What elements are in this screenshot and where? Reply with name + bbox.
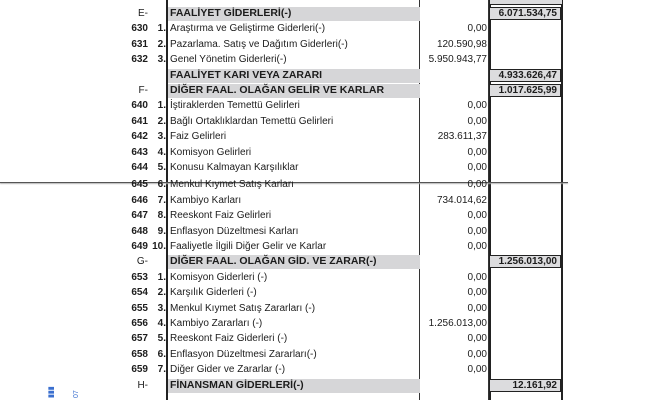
section-row [0, 68, 660, 83]
item-label: Araştırma ve Geliştirme Giderleri(-) [170, 23, 326, 35]
item-label: Komisyon Giderleri (-) [170, 271, 268, 283]
section-title: DİĞER FAAL. OLAĞAN GİD. VE ZARAR(-) [170, 255, 377, 268]
account-code: 647 [131, 210, 148, 222]
item-amount: 0,00 [467, 333, 487, 345]
line-item-row [0, 208, 660, 223]
item-amount: 0,00 [467, 241, 487, 252]
item-amount: 0,00 [467, 271, 487, 283]
item-amount: 734.014,62 [436, 194, 487, 206]
line-item-row [0, 270, 660, 285]
account-code: 655 [131, 302, 148, 314]
item-number: 1. [157, 271, 166, 283]
item-label: Menkul Kıymet Satış Zararları (-) [170, 302, 316, 314]
item-amount: 0,00 [467, 100, 487, 112]
line-item-row [0, 193, 660, 208]
section-row [0, 254, 660, 269]
item-amount: 0,00 [467, 287, 487, 299]
account-code: 659 [131, 364, 148, 376]
section-total: 4.933.626,47 [489, 69, 561, 82]
item-amount: 283.611,37 [437, 131, 487, 143]
item-number: 8. [157, 210, 166, 222]
item-amount: 0,00 [467, 302, 487, 314]
item-number: 3. [157, 302, 166, 314]
item-number: 7. [157, 194, 166, 206]
account-code: 631 [131, 38, 148, 50]
account-code: 642 [131, 131, 148, 143]
item-label: Pazarlama. Satış ve Dağıtım Giderleri(-) [170, 38, 348, 50]
line-item-row [0, 301, 660, 316]
item-amount: 0,00 [467, 162, 487, 173]
item-number: 5. [157, 333, 166, 345]
section-title: DİĞER FAAL. OLAĞAN GELİR VE KARLAR [170, 84, 385, 96]
line-item-row [0, 21, 660, 36]
section-total: 1.256.013,00 [489, 255, 561, 268]
item-number: 4. [157, 318, 166, 329]
line-item-row [0, 145, 660, 160]
item-label: Komisyon Gelirleri [170, 146, 252, 158]
scan-margin-mark: 07 [73, 390, 80, 398]
item-amount: 0,00 [467, 225, 487, 237]
item-number: 2. [157, 115, 166, 127]
item-label: Enflasyon Düzeltmesi Zararları(-) [170, 348, 317, 360]
section-title: FAALİYET KARI VEYA ZARARI [170, 68, 323, 81]
item-amount: 1.256.013,00 [428, 318, 487, 329]
line-item-row [0, 37, 660, 52]
section-letter: F- [138, 85, 148, 96]
item-amount: 0,00 [467, 210, 487, 222]
line-item-row [0, 331, 660, 346]
item-label: Diğer Gider ve Zararlar (-) [170, 364, 286, 376]
account-code: 653 [131, 271, 148, 283]
scan-margin-mark: ▮▮▮ [48, 386, 55, 398]
item-label: Bağlı Ortaklıklardan Temettü Gelirleri [170, 115, 334, 127]
account-code: 649 [131, 241, 148, 252]
item-label: Menkul Kıymet Satış Karları [170, 179, 294, 191]
item-label: Enflasyon Düzeltmesi Karları [170, 225, 299, 237]
line-item-row [0, 316, 660, 331]
section-total: 12.161,92 [489, 379, 561, 392]
section-row [0, 83, 660, 98]
item-number: 2. [157, 38, 166, 50]
item-number: 9. [157, 225, 166, 237]
item-label: İştiraklerden Temettü Gelirleri [170, 100, 300, 112]
account-code: 644 [131, 162, 148, 173]
account-code: 658 [131, 348, 148, 360]
line-item-row [0, 129, 660, 144]
section-title: FİNANSMAN GİDERLERİ(-) [170, 378, 304, 391]
item-amount: 0,00 [467, 179, 487, 191]
line-item-row [0, 224, 660, 239]
account-code: 640 [131, 100, 148, 112]
item-number: 10. [152, 241, 166, 252]
item-amount: 5.950.943,77 [428, 54, 487, 66]
section-letter: E- [138, 8, 148, 19]
account-code: 657 [131, 333, 148, 345]
item-label: Genel Yönetim Giderleri(-) [170, 54, 287, 66]
account-code: 641 [131, 115, 148, 127]
section-total: 6.071.534,75 [489, 7, 561, 20]
item-number: 1. [157, 100, 166, 112]
item-number: 3. [157, 54, 166, 66]
item-number: 4. [157, 146, 166, 158]
section-letter: H- [137, 379, 148, 391]
line-item-row [0, 160, 660, 175]
item-label: Konusu Kalmayan Karşılıklar [170, 162, 299, 173]
section-total: 1.017.625,99 [489, 84, 561, 97]
item-number: 6. [157, 348, 166, 360]
account-code: 656 [131, 318, 148, 329]
section-row [0, 378, 660, 393]
line-item-row [0, 52, 660, 67]
item-amount: 0,00 [467, 115, 487, 127]
line-item-row [0, 285, 660, 300]
line-item-row [0, 347, 660, 362]
item-number: 5. [157, 162, 166, 173]
item-number: 2. [157, 287, 166, 299]
item-amount: 0,00 [467, 348, 487, 360]
account-code: 654 [131, 287, 148, 299]
item-label: Reeskont Faiz Gelirleri [170, 210, 272, 222]
line-item-row [0, 177, 660, 192]
item-amount: 0,00 [467, 23, 487, 35]
item-number: 1. [157, 23, 166, 35]
item-label: Karşılık Giderleri (-) [170, 287, 257, 299]
line-item-row [0, 114, 660, 129]
item-label: Faiz Gelirleri [170, 131, 227, 143]
account-code: 646 [131, 194, 148, 206]
section-title: FAALİYET GİDERLERİ(-) [170, 7, 292, 19]
item-number: 3. [157, 131, 166, 143]
line-item-row [0, 98, 660, 113]
item-amount: 0,00 [467, 364, 487, 376]
item-label: Kambiyo Zararları (-) [170, 318, 263, 329]
account-code: 643 [131, 146, 148, 158]
item-label: Faaliyetle İlgili Diğer Gelir ve Karlar [170, 241, 327, 252]
item-label: Reeskont Faiz Giderleri (-) [170, 333, 288, 345]
item-number: 7. [157, 364, 166, 376]
item-number: 6. [157, 179, 166, 191]
line-item-row [0, 239, 660, 254]
account-code: 645 [131, 179, 148, 191]
item-amount: 120.590,98 [436, 38, 487, 50]
account-code: 630 [131, 23, 148, 35]
item-label: Kambiyo Karları [170, 194, 242, 206]
account-code: 632 [131, 54, 148, 66]
section-row [0, 6, 660, 21]
account-code: 648 [131, 225, 148, 237]
section-letter: G- [136, 256, 148, 268]
line-item-row [0, 362, 660, 377]
item-amount: 0,00 [467, 146, 487, 158]
cut-off-total-cell [489, 0, 563, 5]
